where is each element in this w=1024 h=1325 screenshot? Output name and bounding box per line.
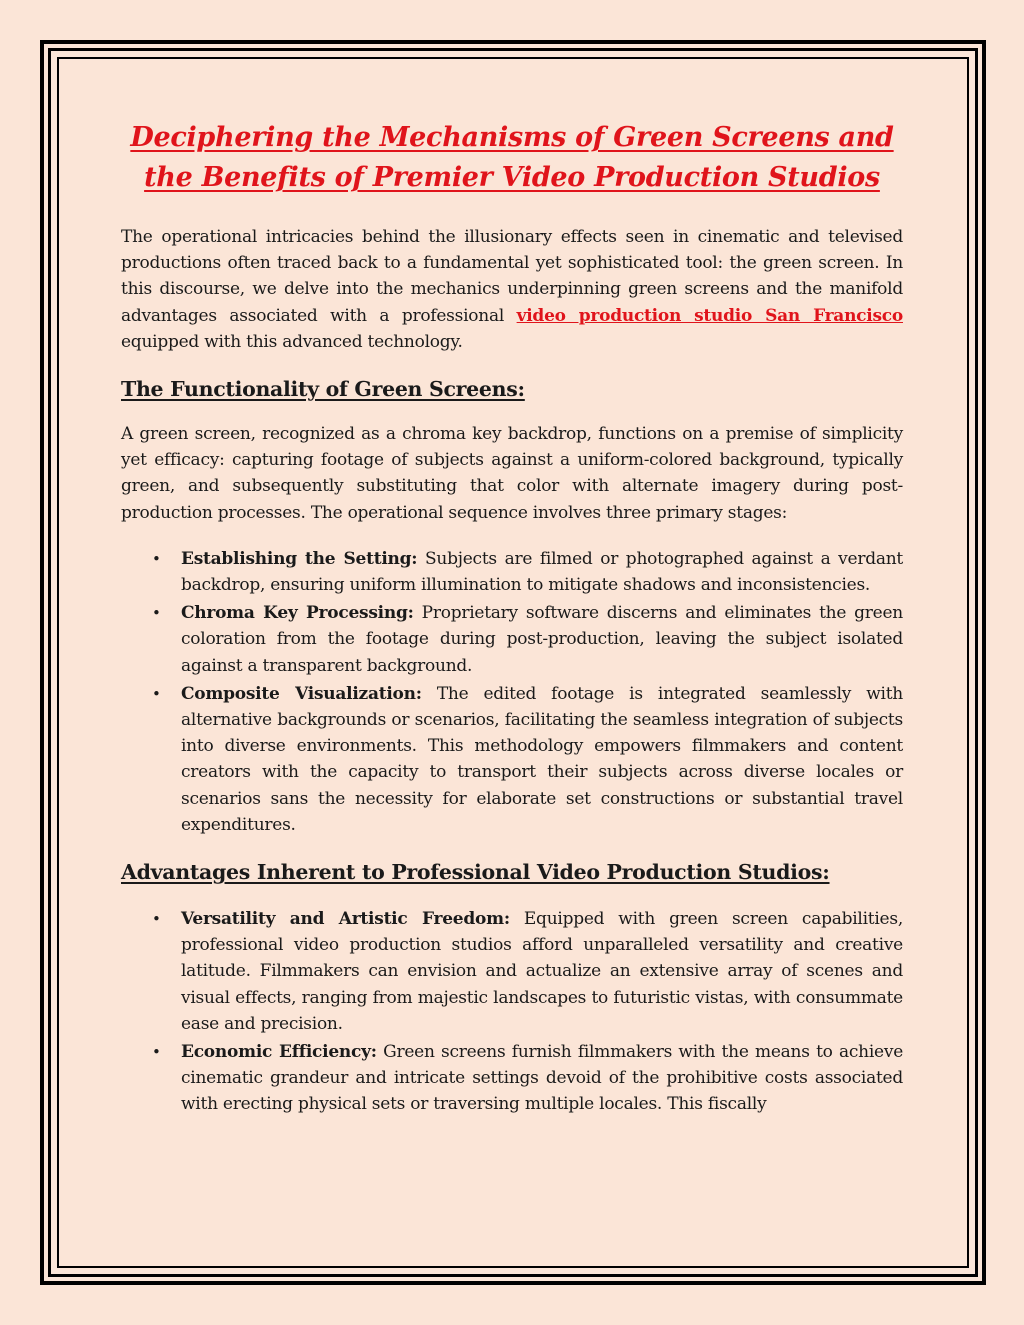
list-item-text: Proprietary software discerns and eliminates the green coloration from the footage during post-production, leaving the subject isolated against a transparent background. [181,603,903,676]
list-item-text: Equipped with green screen capabilities, professional video production studios afford unparalleled versatility and creative latitude. Filmmakers can envision and actualize an extensive array of scenes and visual effects, ranging from majestic landscapes to futuristic vistas, with consummate ease and precision. [181,909,903,1034]
list-item-text: Subjects are filmed or photographed against a verdant backdrop, ensuring uniform illumination to mitigate shadows and inconsistencies. [181,548,903,596]
bullet-icon: • [152,604,161,623]
list-item [121,600,903,679]
intro-text-before-link: The operational intricacies behind the illusionary effects seen in cinematic and televised productions often traced back to a fundamental yet sophisticated tool: the green screen. In this discourse, we delve into the mechanics underpinning green screens and the manifold advantages associated with a professional [121,227,903,326]
document-content [121,118,903,1120]
advantages-list [121,906,903,1118]
list-item-text: Green screens furnish filmmakers with the means to achieve cinematic grandeur and intricate settings devoid of the prohibitive costs associated with erecting physical sets or traversing multiple locales. This fiscally [181,1042,904,1115]
video-production-studio-link[interactable]: video production studio San Francisco [516,305,903,326]
section-heading-functionality: The Functionality of Green Screens: [121,377,525,402]
list-item [121,681,903,838]
section-heading-advantages: Advantages Inherent to Professional Video Production Studios: [121,860,830,885]
list-item-lead: Establishing the Setting: [181,548,418,569]
list-item [121,546,903,598]
list-item-lead: Chroma Key Processing: [181,603,414,624]
list-item [121,906,903,1037]
list-item-lead: Economic Efficiency: [181,1042,377,1063]
functionality-paragraph: A green screen, recognized as a chroma key backdrop, functions on a premise of simplicity yet efficacy: capturing footage of subjects against a uniform-colored background, typically green, and subsequently substituting that color with alternate imagery during post-production processes. The operational sequence involves three primary stages: [121,424,903,523]
bullet-icon: • [152,549,161,568]
intro-text-after-link: equipped with this advanced technology. [121,331,463,352]
intro-paragraph [121,224,903,355]
document-title: Deciphering the Mechanisms of Green Screens and the Benefits of Premier Video Production Studios [130,122,894,193]
bullet-icon: • [152,1043,161,1062]
list-item-text: The edited footage is integrated seamlessly with alternative backgrounds or scenarios, facilitating the seamless integration of subjects into diverse environments. This methodology empowers filmmakers and content creators with the capacity to transport their subjects across diverse locales or scenarios sans the necessity for elaborate set constructions or substantial travel expenditures. [181,683,903,835]
bullet-icon: • [152,684,161,703]
list-item [121,1039,903,1118]
list-item-lead: Composite Visualization: [181,683,422,704]
list-item-lead: Versatility and Artistic Freedom: [181,909,510,930]
stages-list [121,546,903,838]
bullet-icon: • [152,910,161,929]
